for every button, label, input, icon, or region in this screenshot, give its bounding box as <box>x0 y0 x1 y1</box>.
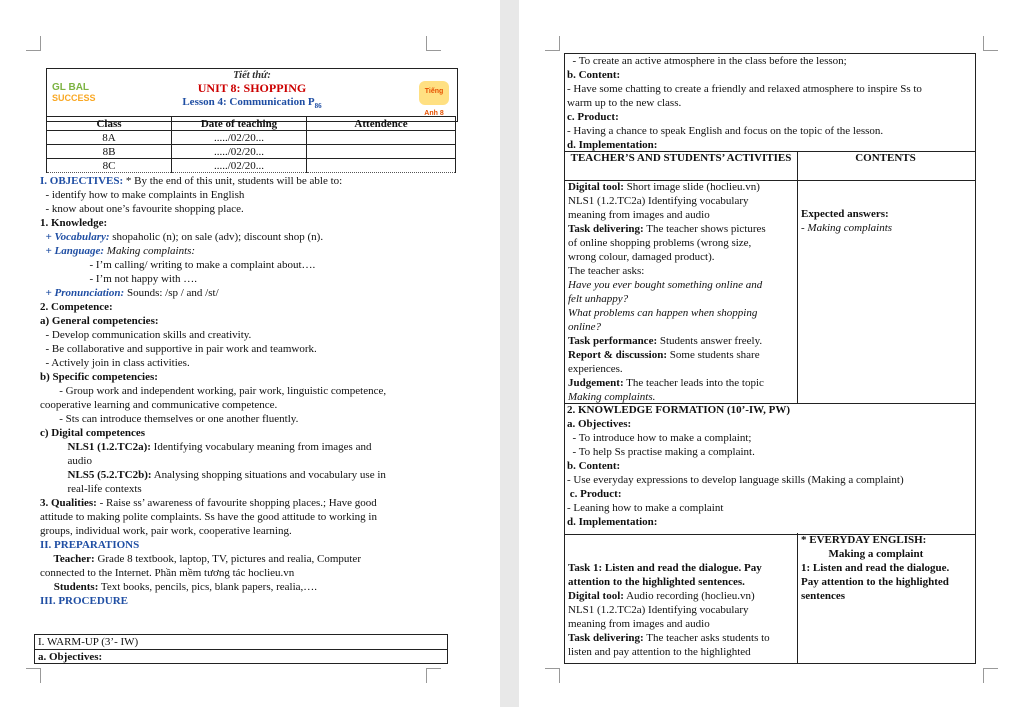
tieng-anh-logo: Tiếng Anh 8 <box>419 81 449 105</box>
text-line: III. PROCEDURE <box>40 595 129 607</box>
left-body-text <box>40 174 460 608</box>
line-text: Students answer freely. <box>657 335 763 347</box>
text-line: - Develop communication skills and creativity. <box>40 329 252 341</box>
knowledge-text <box>567 403 973 529</box>
crop-mark <box>26 668 41 683</box>
text-line <box>40 552 460 566</box>
text-line: - To introduce how to make a complaint; <box>567 432 752 444</box>
text-line: wrong colour, damaged product). <box>568 251 715 263</box>
line-label: Judgement: <box>568 377 624 389</box>
line-label: Task performance: <box>568 335 658 347</box>
text-line: * EVERYDAY ENGLISH: <box>801 534 927 546</box>
line-text: The teacher leads into the topic <box>623 377 764 389</box>
text-line: - Use everyday expressions to develop language skills (Making a complaint) <box>567 474 904 486</box>
text-line: - Leaning how to make a complaint <box>567 502 724 514</box>
text-line: Making a complaint <box>801 548 924 560</box>
line-text: Identifying vocabulary meaning from images and <box>150 441 372 453</box>
text-line: c. Product: <box>567 111 619 123</box>
warmup-box <box>34 634 448 664</box>
line-text: Analysing shopping situations and vocabulary use in <box>151 469 386 481</box>
text-line: b. Content: <box>567 69 621 81</box>
text-line: Making complaints. <box>568 391 656 403</box>
page-left <box>0 0 500 707</box>
text-line <box>568 222 800 236</box>
text-line: - To create an active atmosphere in the class before the lesson; <box>567 55 847 67</box>
line-label: Teacher: <box>40 553 95 565</box>
text-line: 2. KNOWLEDGE FORMATION (10’-IW, PW) <box>567 404 791 416</box>
text-line: meaning from images and audio <box>568 618 710 630</box>
crop-mark <box>426 668 441 683</box>
line-label: NLS5 (5.2.TC2b): <box>40 469 152 481</box>
text-line: cooperative learning and communicative competence. <box>40 399 278 411</box>
line-text: Sounds: /sp / and /st/ <box>124 287 219 299</box>
crop-mark <box>983 668 998 683</box>
line-text: The teacher asks students to <box>643 632 770 644</box>
warmup-info-text <box>567 54 973 152</box>
text-line: - Having a chance to speak English and focus on the topic of the lesson. <box>567 125 884 137</box>
table-row: 8A ...../02/20... <box>47 131 456 145</box>
text-line <box>568 180 800 194</box>
text-line <box>568 348 800 362</box>
col-header-date: Date of teaching <box>172 117 307 131</box>
text-line: - Group work and independent working, pair work, linguistic competence, <box>40 385 387 397</box>
table-row: 8C ...../02/20... <box>47 159 456 173</box>
text-line <box>568 631 800 645</box>
line-label: Task delivering: <box>568 632 644 644</box>
text-line: The teacher asks: <box>568 265 645 277</box>
text-line <box>40 496 460 510</box>
global-success-logo: GL BAL SUCCESS <box>52 82 96 103</box>
warmup-title: I. WARM-UP (3’- IW) <box>35 635 447 650</box>
text-line: Pay attention to the highlighted <box>801 576 949 588</box>
text-line: 1. Knowledge: <box>40 217 108 229</box>
col-header-attendence: Attendence <box>307 117 456 131</box>
expected-answers-item: - Making complaints <box>801 222 893 234</box>
text-line: experiences. <box>568 363 623 375</box>
col-header-class: Class <box>47 117 172 131</box>
text-line <box>40 468 460 482</box>
crop-mark <box>26 36 41 51</box>
text-line: NLS1 (1.2.TC2a) Identifying vocabulary <box>568 604 749 616</box>
text-line: b) Specific competencies: <box>40 371 158 383</box>
line-label: 3. Qualities: <box>40 497 97 509</box>
text-line: Have you ever bought something online and <box>568 279 763 291</box>
table-row: 8B ...../02/20... <box>47 145 456 159</box>
crop-mark <box>545 36 560 51</box>
line-text: Short image slide (hoclieu.vn) <box>623 181 760 193</box>
text-line: Task 1: Listen and read the dialogue. Pay <box>568 562 762 574</box>
tiet-label: Tiết thứ: <box>233 70 271 81</box>
text-line: - know about one’s favourite shopping place. <box>40 203 244 215</box>
text-line: sentences <box>801 590 845 602</box>
text-line: - To help Ss practise making a complaint. <box>567 446 755 458</box>
line-text: Some students share <box>667 349 760 361</box>
text-line <box>40 244 460 258</box>
text-line: connected to the Internet. Phần mềm tương tác hoclieu.vn <box>40 567 295 579</box>
line-text: Making complaints: <box>104 245 196 257</box>
line-label: Digital tool: <box>568 590 624 602</box>
text-line: audio <box>40 455 92 467</box>
warmup-activity-text <box>565 180 800 404</box>
text-line: online? <box>568 321 601 333</box>
text-line: II. PREPARATIONS <box>40 539 140 551</box>
text-line: attitude to making polite complaints. Ss have the good attitude to working in <box>40 511 377 523</box>
class-table <box>46 116 456 173</box>
crop-mark <box>426 36 441 51</box>
text-line <box>568 589 800 603</box>
unit-title: UNIT 8: SHOPPING <box>197 81 307 95</box>
text-line: meaning from images and audio <box>568 209 710 221</box>
text-line <box>40 580 460 594</box>
text-line: - identify how to make complaints in English <box>40 189 245 201</box>
text-line: warm up to the new class. <box>567 97 682 109</box>
text-line: c) Digital competences <box>40 427 146 439</box>
text-line: - I’m not happy with …. <box>40 273 198 285</box>
text-line: 1: Listen and read the dialogue. <box>801 562 950 574</box>
text-line: 2. Competence: <box>40 301 113 313</box>
text-line <box>40 174 460 188</box>
text-line: listen and pay attention to the highlighted <box>568 646 751 658</box>
text-line <box>40 440 460 454</box>
line-label: + Language: <box>40 245 105 257</box>
text-line: c. Product: <box>567 488 622 500</box>
warmup-objectives: a. Objectives: <box>38 651 103 663</box>
text-line: NLS1 (1.2.TC2a) Identifying vocabulary <box>568 195 749 207</box>
crop-mark <box>983 36 998 51</box>
text-line <box>40 230 460 244</box>
warmup-contents <box>798 207 976 235</box>
text-line <box>568 334 800 348</box>
line-text: - Raise ss’ awareness of favourite shopping places.; Have good <box>96 497 377 509</box>
text-line: What problems can happen when shopping <box>568 307 758 319</box>
line-label: Task delivering: <box>568 223 644 235</box>
text-line: d. Implementation: <box>567 139 658 151</box>
text-line: attention to the highlighted sentences. <box>568 576 745 588</box>
task-activity-text <box>565 561 800 659</box>
text-line: - Actively join in class activities. <box>40 357 190 369</box>
lesson-title: Lesson 4: Communication $P_{86}$ <box>182 96 322 111</box>
crop-mark <box>545 668 560 683</box>
text-line: - Be collaborative and supportive in pair work and teamwork. <box>40 343 317 355</box>
text-line: felt unhappy? <box>568 293 629 305</box>
line-label: Digital tool: <box>568 181 624 193</box>
text-line: a) General competencies: <box>40 315 159 327</box>
line-label: Students: <box>40 581 99 593</box>
header-activities: TEACHER’S AND STUDENTS’ ACTIVITIES <box>570 152 792 164</box>
text-line: - Have some chatting to create a friendly and relaxed atmosphere to inspire Ss to <box>567 83 922 95</box>
text-line: - I’m calling/ writing to make a complaint about…. <box>40 259 316 271</box>
text-line: real-life contexts <box>40 483 142 495</box>
text-line: - Sts can introduce themselves or one another fluently. <box>40 413 299 425</box>
text-line <box>568 376 800 390</box>
text-line <box>40 286 460 300</box>
line-text: The teacher shows pictures <box>643 223 766 235</box>
header-contents: CONTENTS <box>855 152 916 164</box>
line-label: I. OBJECTIVES: <box>40 175 124 187</box>
task-contents <box>798 533 976 603</box>
text-line: of online shopping problems (wrong size, <box>568 237 752 249</box>
line-label: NLS1 (1.2.TC2a): <box>40 441 151 453</box>
line-label: Report & discussion: <box>568 349 668 361</box>
line-text: Audio recording (hoclieu.vn) <box>623 590 755 602</box>
line-text: Text books, pencils, pics, blank papers, realia,…. <box>98 581 318 593</box>
line-text: shopaholic (n); on sale (adv); discount shop (n). <box>109 231 324 243</box>
text-line: groups, individual work, pair work, cooperative learning. <box>40 525 292 537</box>
text-line: d. Implementation: <box>567 516 658 528</box>
line-label: + Vocabulary: <box>40 231 110 243</box>
text-line: a. Objectives: <box>567 418 632 430</box>
expected-answers-label: Expected answers: <box>801 208 889 220</box>
line-text: * By the end of this unit, students will be able to: <box>123 175 343 187</box>
text-line: b. Content: <box>567 460 621 472</box>
line-text: Grade 8 textbook, laptop, TV, pictures and realia, Computer <box>94 553 361 565</box>
line-label: + Pronunciation: <box>40 287 125 299</box>
lesson-header <box>46 68 458 122</box>
